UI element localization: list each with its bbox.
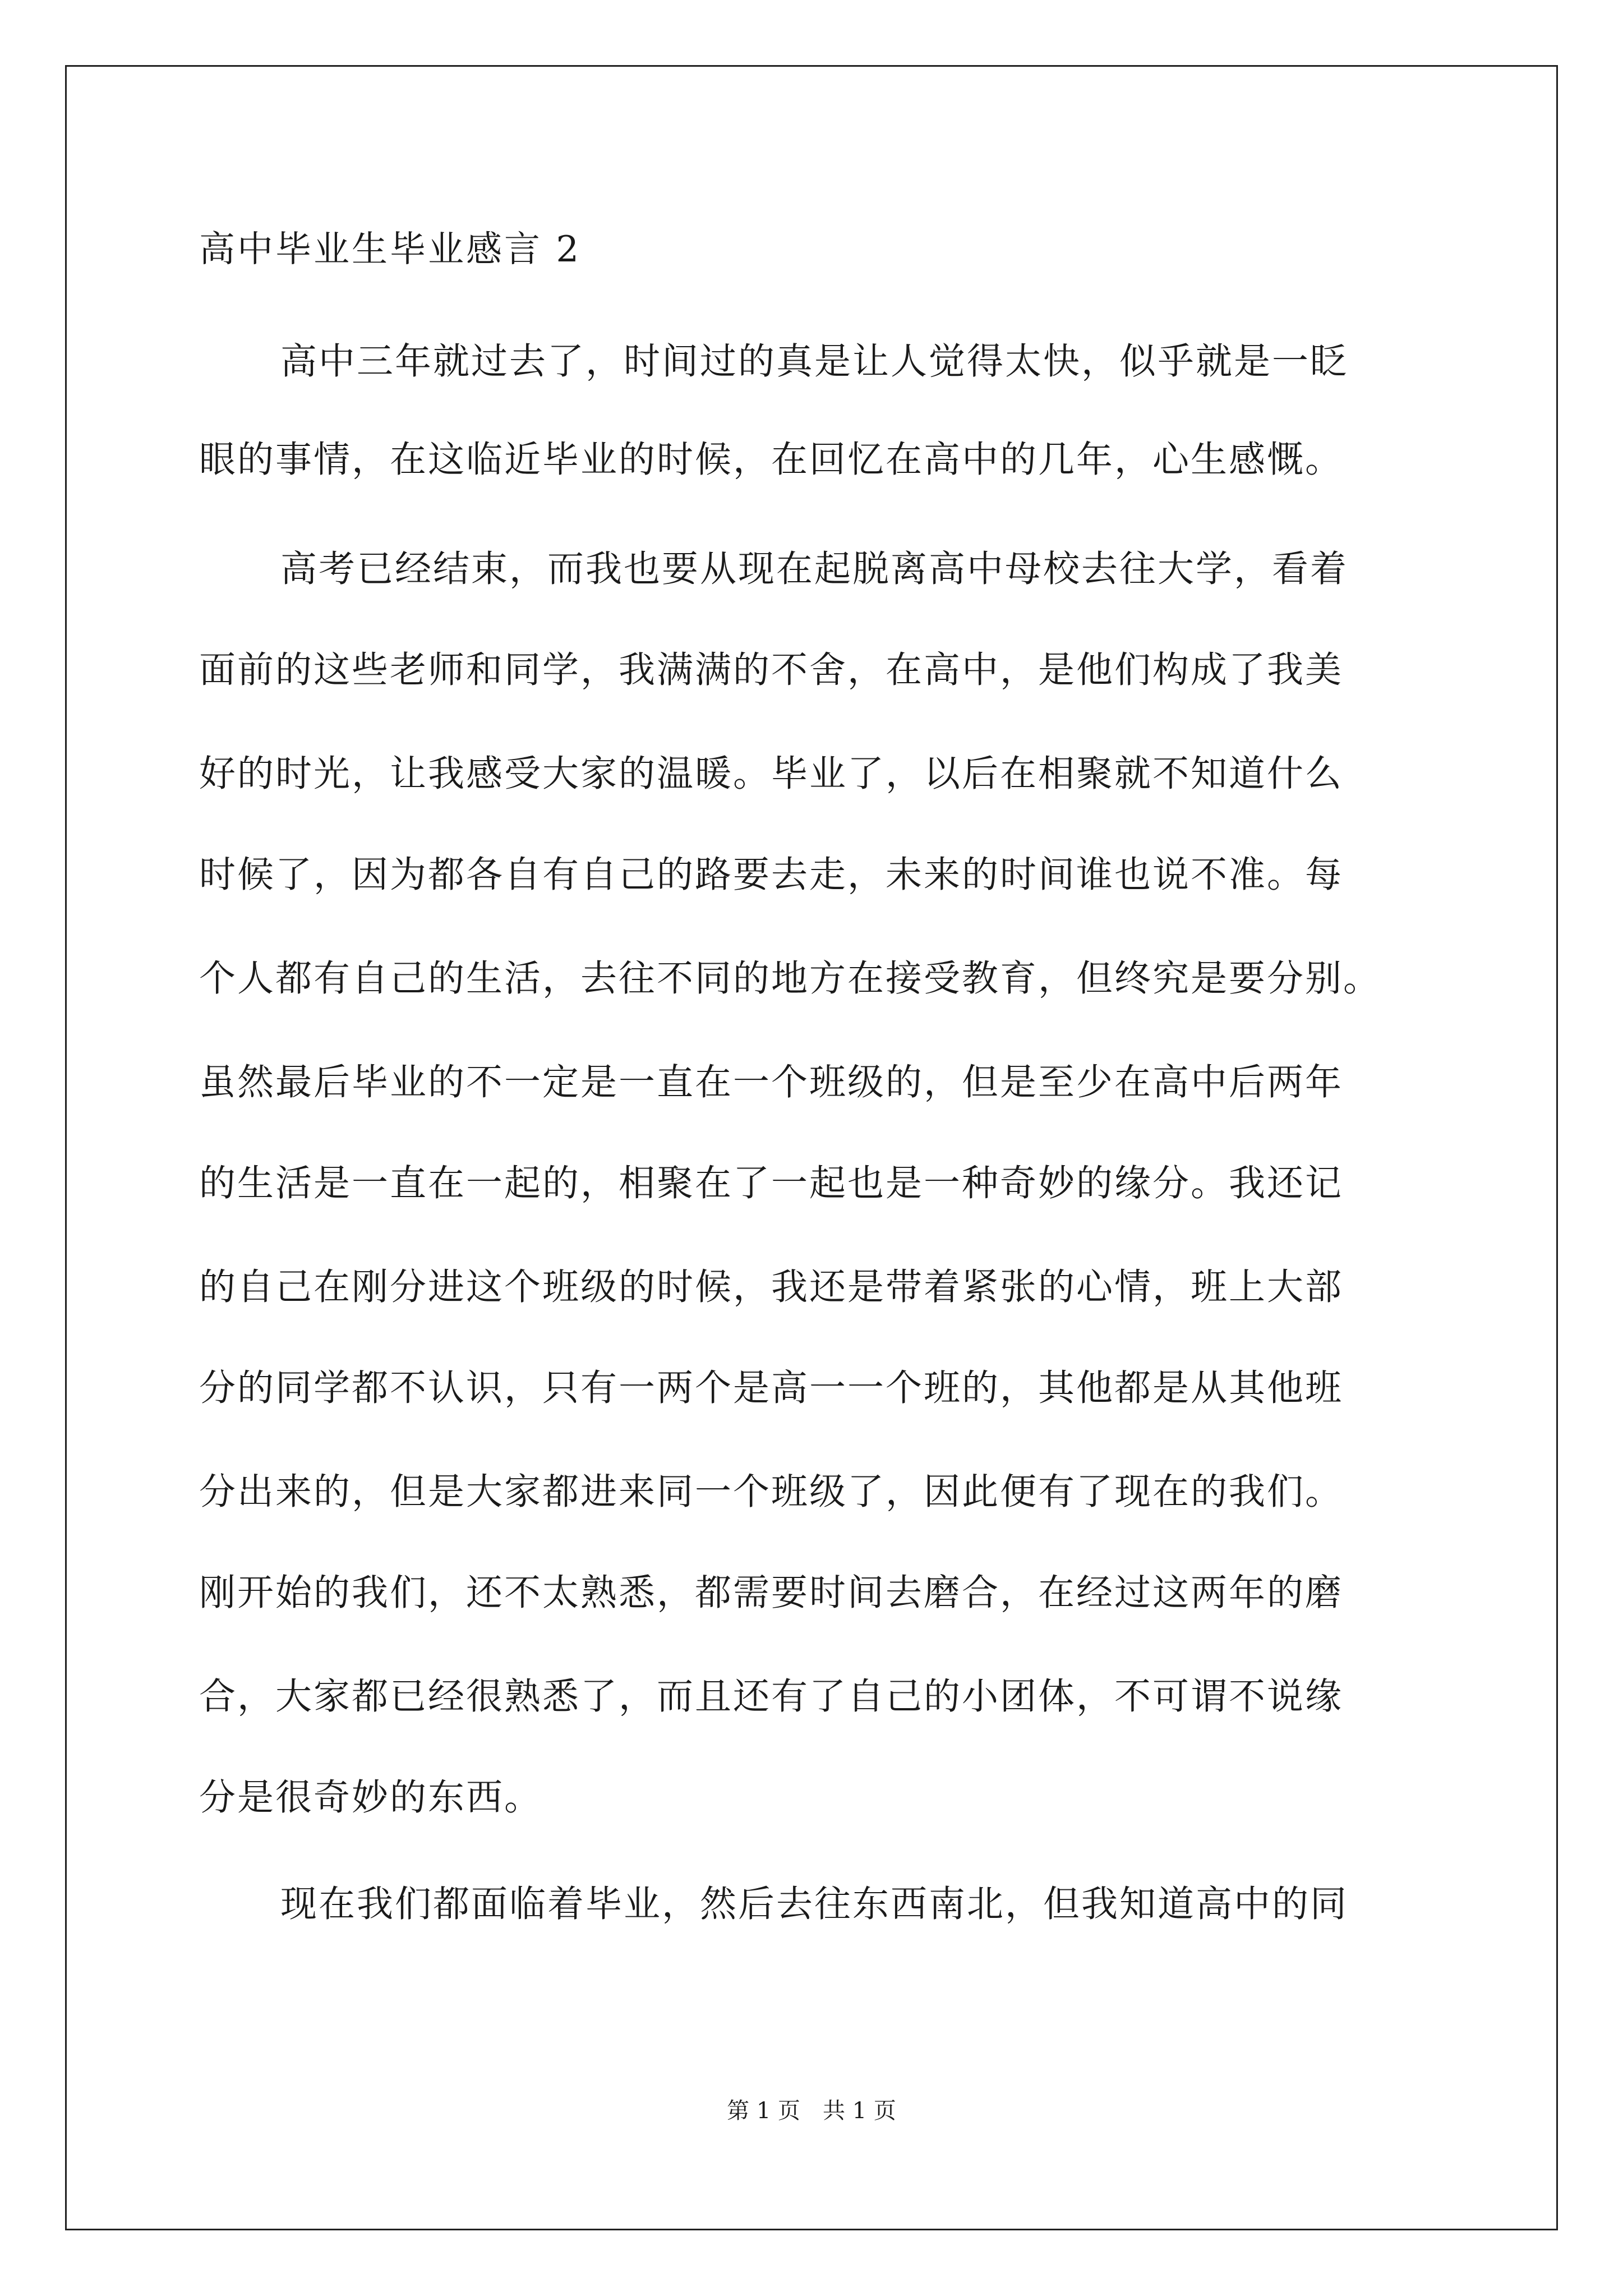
paragraph-line: 合，大家都已经很熟悉了，而且还有了自己的小团体，不可谓不说缘 xyxy=(199,1676,1344,1718)
paragraph-line: 分出来的，但是大家都进来同一个班级了，因此便有了现在的我们。 xyxy=(199,1471,1344,1513)
paragraph-line: 分的同学都不认识，只有一两个是高一一个班的，其他都是从其他班 xyxy=(199,1367,1344,1409)
paragraph-line: 现在我们都面临着毕业，然后去往东西南北，但我知道高中的同 xyxy=(280,1883,1349,1925)
paragraph-line: 好的时光，让我感受大家的温暖。毕业了，以后在相聚就不知道什么 xyxy=(199,753,1344,795)
page-number-footer: 第 1 页 共 1 页 xyxy=(727,2098,896,2124)
document-title: 高中毕业生毕业感言 2 xyxy=(199,229,582,270)
paragraph-line: 的生活是一直在一起的，相聚在了一起也是一种奇妙的缘分。我还记 xyxy=(199,1162,1344,1204)
paragraph-line: 高考已经结束，而我也要从现在起脱离高中母校去往大学，看着 xyxy=(280,548,1349,590)
paragraph-line: 个人都有自己的生活，去往不同的地方在接受教育，但终究是要分别。 xyxy=(199,958,1382,1000)
paragraph-line: 的自己在刚分进这个班级的时候，我还是带着紧张的心情，班上大部 xyxy=(199,1266,1344,1308)
paragraph-line: 高中三年就过去了，时间过的真是让人觉得太快，似乎就是一眨 xyxy=(280,341,1349,383)
paragraph-line: 分是很奇妙的东西。 xyxy=(199,1777,543,1819)
paragraph-line: 虽然最后毕业的不一定是一直在一个班级的，但是至少在高中后两年 xyxy=(199,1061,1344,1103)
paragraph-line: 刚开始的我们，还不太熟悉，都需要时间去磨合，在经过这两年的磨 xyxy=(199,1572,1344,1614)
paragraph-line: 面前的这些老师和同学，我满满的不舍，在高中，是他们构成了我美 xyxy=(199,649,1344,691)
paragraph-line: 时候了，因为都各自有自己的路要去走，未来的时间谁也说不准。每 xyxy=(199,854,1344,896)
paragraph-line: 眼的事情，在这临近毕业的时候，在回忆在高中的几年，心生感慨。 xyxy=(199,439,1344,481)
